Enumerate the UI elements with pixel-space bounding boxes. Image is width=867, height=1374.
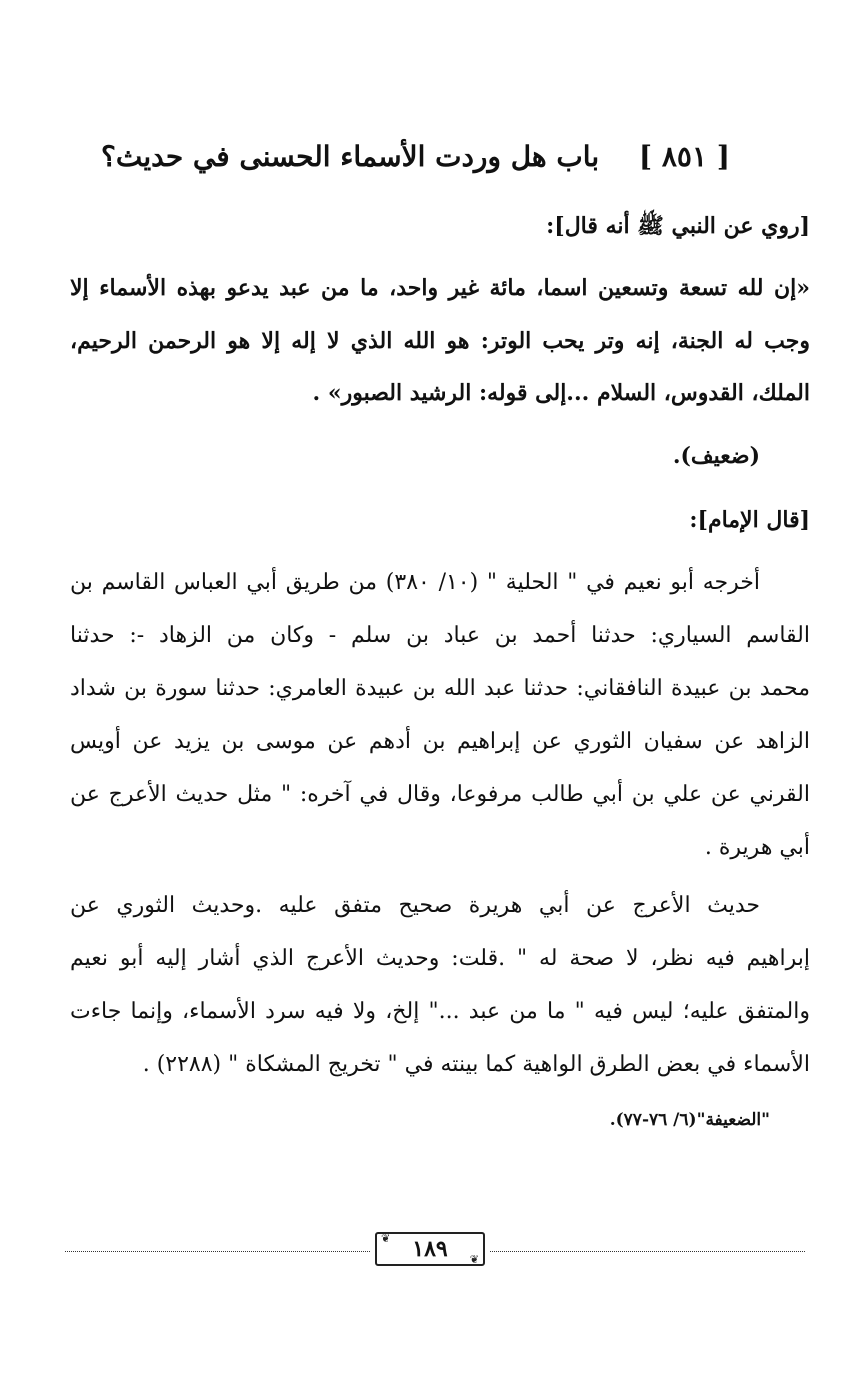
hadith-line: وجب له الجنة، إنه وتر يحب الوتر: هو الله الذي لا إله إلا هو الرحمن الرحيم، — [70, 328, 810, 354]
page-number: ١٨٩ — [412, 1236, 448, 1262]
page-number-frame — [375, 1232, 485, 1266]
takhrij-line: أبي هريرة . — [704, 835, 810, 860]
chapter-number: [ ٨٥١ ] — [638, 140, 730, 173]
hadith-line: «إن لله تسعة وتسعين اسما، مائة غير واحد، ما من عبد يدعو بهذه الأسماء إلا — [70, 275, 810, 301]
chapter-heading — [90, 140, 730, 173]
comment-line: حديث الأعرج عن أبي هريرة صحيح متفق عليه .وحديث الثوري عن — [70, 893, 760, 918]
footer-rule-left — [65, 1251, 370, 1252]
imam-heading: [قال الإمام]: — [689, 507, 810, 533]
takhrij-line: محمد بن عبيدة النافقاني: حدثنا عبد الله بن عبيدة العامري: حدثنا سورة بن شداد — [70, 676, 810, 701]
frame-ornament-icon: ❦ — [469, 1253, 479, 1266]
source-note: "الضعيفة"(٦/ ٧٦-٧٧). — [609, 1110, 770, 1130]
frame-ornament-icon: ❦ — [381, 1232, 391, 1245]
chapter-title: باب هل وردت الأسماء الحسنى في حديث؟ — [100, 140, 600, 173]
comment-line: والمتفق عليه؛ ليس فيه " ما من عبد ..." إلخ، ولا فيه سرد الأسماء، وإنما جاءت — [70, 999, 810, 1024]
hadith-line: الملك، القدوس، السلام ...إلى قوله: الرشيد الصبور» . — [312, 380, 810, 406]
narration-intro: [روي عن النبي ﷺ أنه قال]: — [546, 213, 810, 239]
hadith-grade: (ضعيف). — [672, 443, 760, 469]
takhrij-line: أخرجه أبو نعيم في " الحلية " (١٠/ ٣٨٠) من طريق أبي العباس القاسم بن — [70, 570, 760, 595]
comment-line: إبراهيم فيه نظر، لا صحة له " .قلت: وحديث الأعرج الذي أشار إليه أبو نعيم — [70, 946, 810, 971]
takhrij-line: القاسم السياري: حدثنا أحمد بن عباد بن سلم - وكان من الزهاد -: حدثنا — [70, 623, 810, 648]
takhrij-line: القرني عن علي بن أبي طالب مرفوعا، وقال في آخره: " مثل حديث الأعرج عن — [70, 782, 810, 807]
footer-rule-right — [490, 1251, 805, 1252]
takhrij-line: الزاهد عن سفيان الثوري عن إبراهيم بن أدهم عن موسى بن يزيد عن أويس — [70, 729, 810, 754]
comment-line: الأسماء في بعض الطرق الواهية كما بينته في " تخريج المشكاة " (٢٢٨٨) . — [142, 1052, 810, 1077]
